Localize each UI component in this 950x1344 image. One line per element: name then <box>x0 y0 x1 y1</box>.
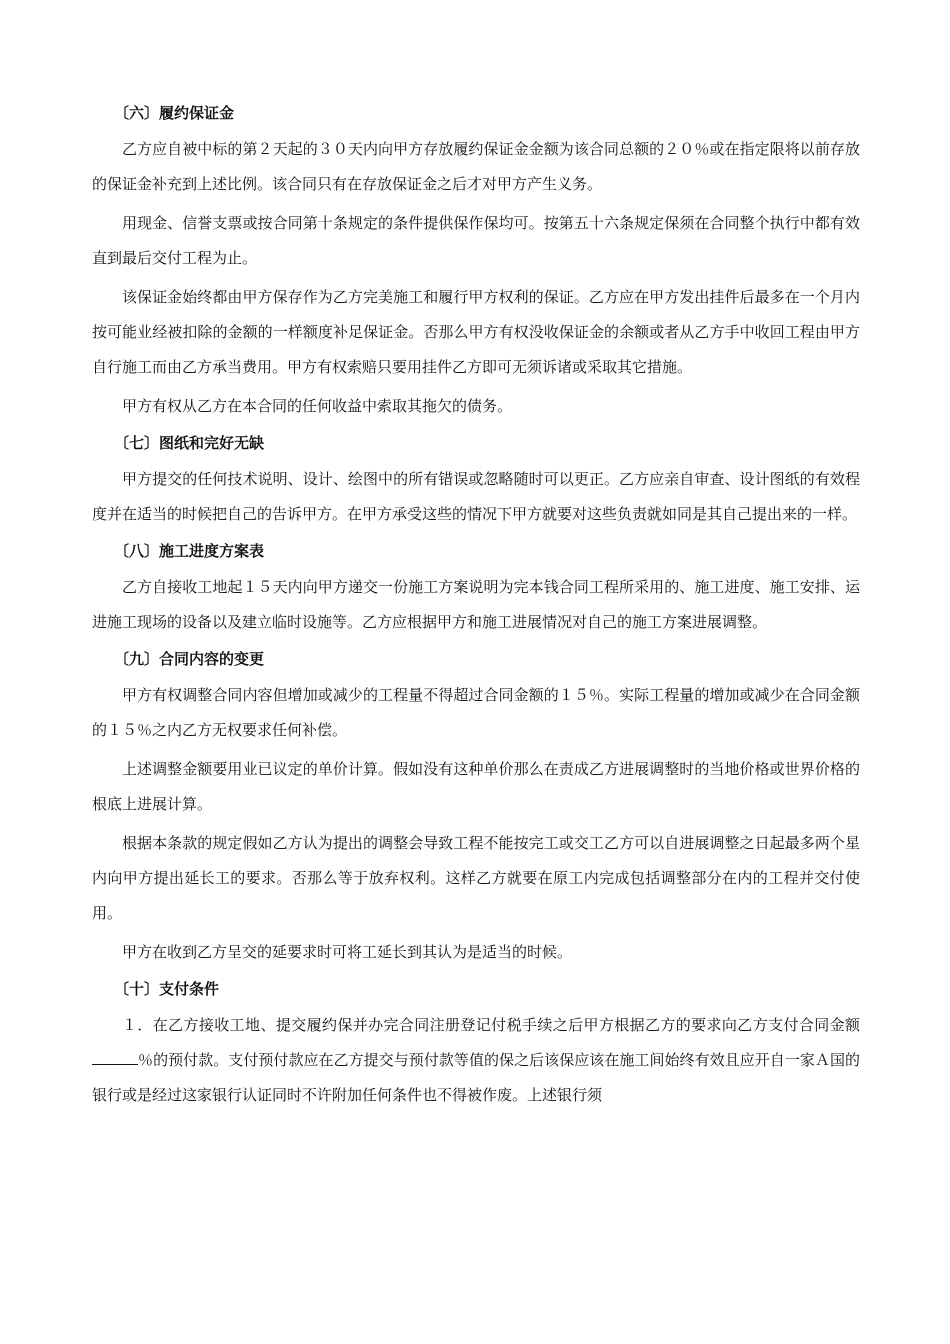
section-heading-schedule: 〔八〕施工进度方案表 <box>114 542 265 560</box>
paragraph: 乙方自接收工地起１５天内向甲方递交一份施工方案说明为完本钱合同工程所采用的、施工进度、施工安排、运进施工现场的设备以及建立临时设施等。乙方应根据甲方和施工进展情况对自己的施工方案进展调整。 <box>92 578 860 631</box>
fill-in-blank <box>92 1050 138 1065</box>
paragraph: 乙方应自被中标的第２天起的３０天内向甲方存放履约保证金金额为该合同总额的２０％或在指定限将以前存放的保证金补充到上述比例。该合同只有在存放保证金之后才对甲方产生义务。 <box>92 140 860 193</box>
paragraph: 甲方有权从乙方在本合同的任何收益中索取其拖欠的债务。 <box>122 397 513 415</box>
payment-paragraph <box>92 1008 860 1113</box>
section-heading-contract-changes: 〔九〕合同内容的变更 <box>114 650 265 668</box>
contract-document <box>92 98 860 1113</box>
paragraph: 甲方有权调整合同内容但增加或减少的工程量不得超过合同金额的１５％。实际工程量的增加或减少在合同金额的１５％之内乙方无权要求任何补偿。 <box>92 686 860 739</box>
section-heading-payment-terms: 〔十〕支付条件 <box>114 980 220 998</box>
payment-text-end: ％的预付款。支付预付款应在乙方提交与预付款等值的保之后该保应该在施工间始终有效且应开自一家Ａ国的银行或是经过这家银行认证同时不许附加任何条件也不得被作废。上述银行须 <box>92 1051 860 1104</box>
section-heading-performance-bond: 〔六〕履约保证金 <box>114 104 235 122</box>
paragraph: 用现金、信誉支票或按合同第十条规定的条件提供保作保均可。按第五十六条规定保须在合同整个执行中都有效直到最后交付工程为止。 <box>92 214 860 267</box>
paragraph: 上述调整金额要用业已议定的单价计算。假如没有这种单价那么在责成乙方进展调整时的当地价格或世界价格的根底上进展计算。 <box>92 760 860 813</box>
paragraph: 甲方在收到乙方呈交的延要求时可将工延长到其认为是适当的时候。 <box>122 943 573 961</box>
paragraph: 甲方提交的任何技术说明、设计、绘图中的所有错误或忽略随时可以更正。乙方应亲自审查、设计图纸的有效程度并在适当的时候把自己的告诉甲方。在甲方承受这些的情况下甲方就要对这些负责就如同是其自己提出来的一样。 <box>92 470 860 523</box>
paragraph: 根据本条款的规定假如乙方认为提出的调整会导致工程不能按完工或交工乙方可以自进展调整之日起最多两个星内向甲方提出延长工的要求。否那么等于放弃权利。这样乙方就要在原工内完成包括调整部分在内的工程并交付使用。 <box>92 834 860 922</box>
section-heading-drawings: 〔七〕图纸和完好无缺 <box>114 434 265 452</box>
paragraph: 该保证金始终都由甲方保存作为乙方完美施工和履行甲方权利的保证。乙方应在甲方发出挂件后最多在一个月内按可能业经被扣除的金额的一样额度补足保证金。否那么甲方有权没收保证金的余额或者从乙方手中收回工程由甲方自行施工而由乙方承当费用。甲方有权索赔只要用挂件乙方即可无须诉诸或采取其它措施。 <box>92 288 860 376</box>
payment-text-start: １．在乙方接收工地、提交履约保并办完合同注册登记付税手续之后甲方根据乙方的要求向乙方支付合同金额 <box>122 1016 860 1034</box>
